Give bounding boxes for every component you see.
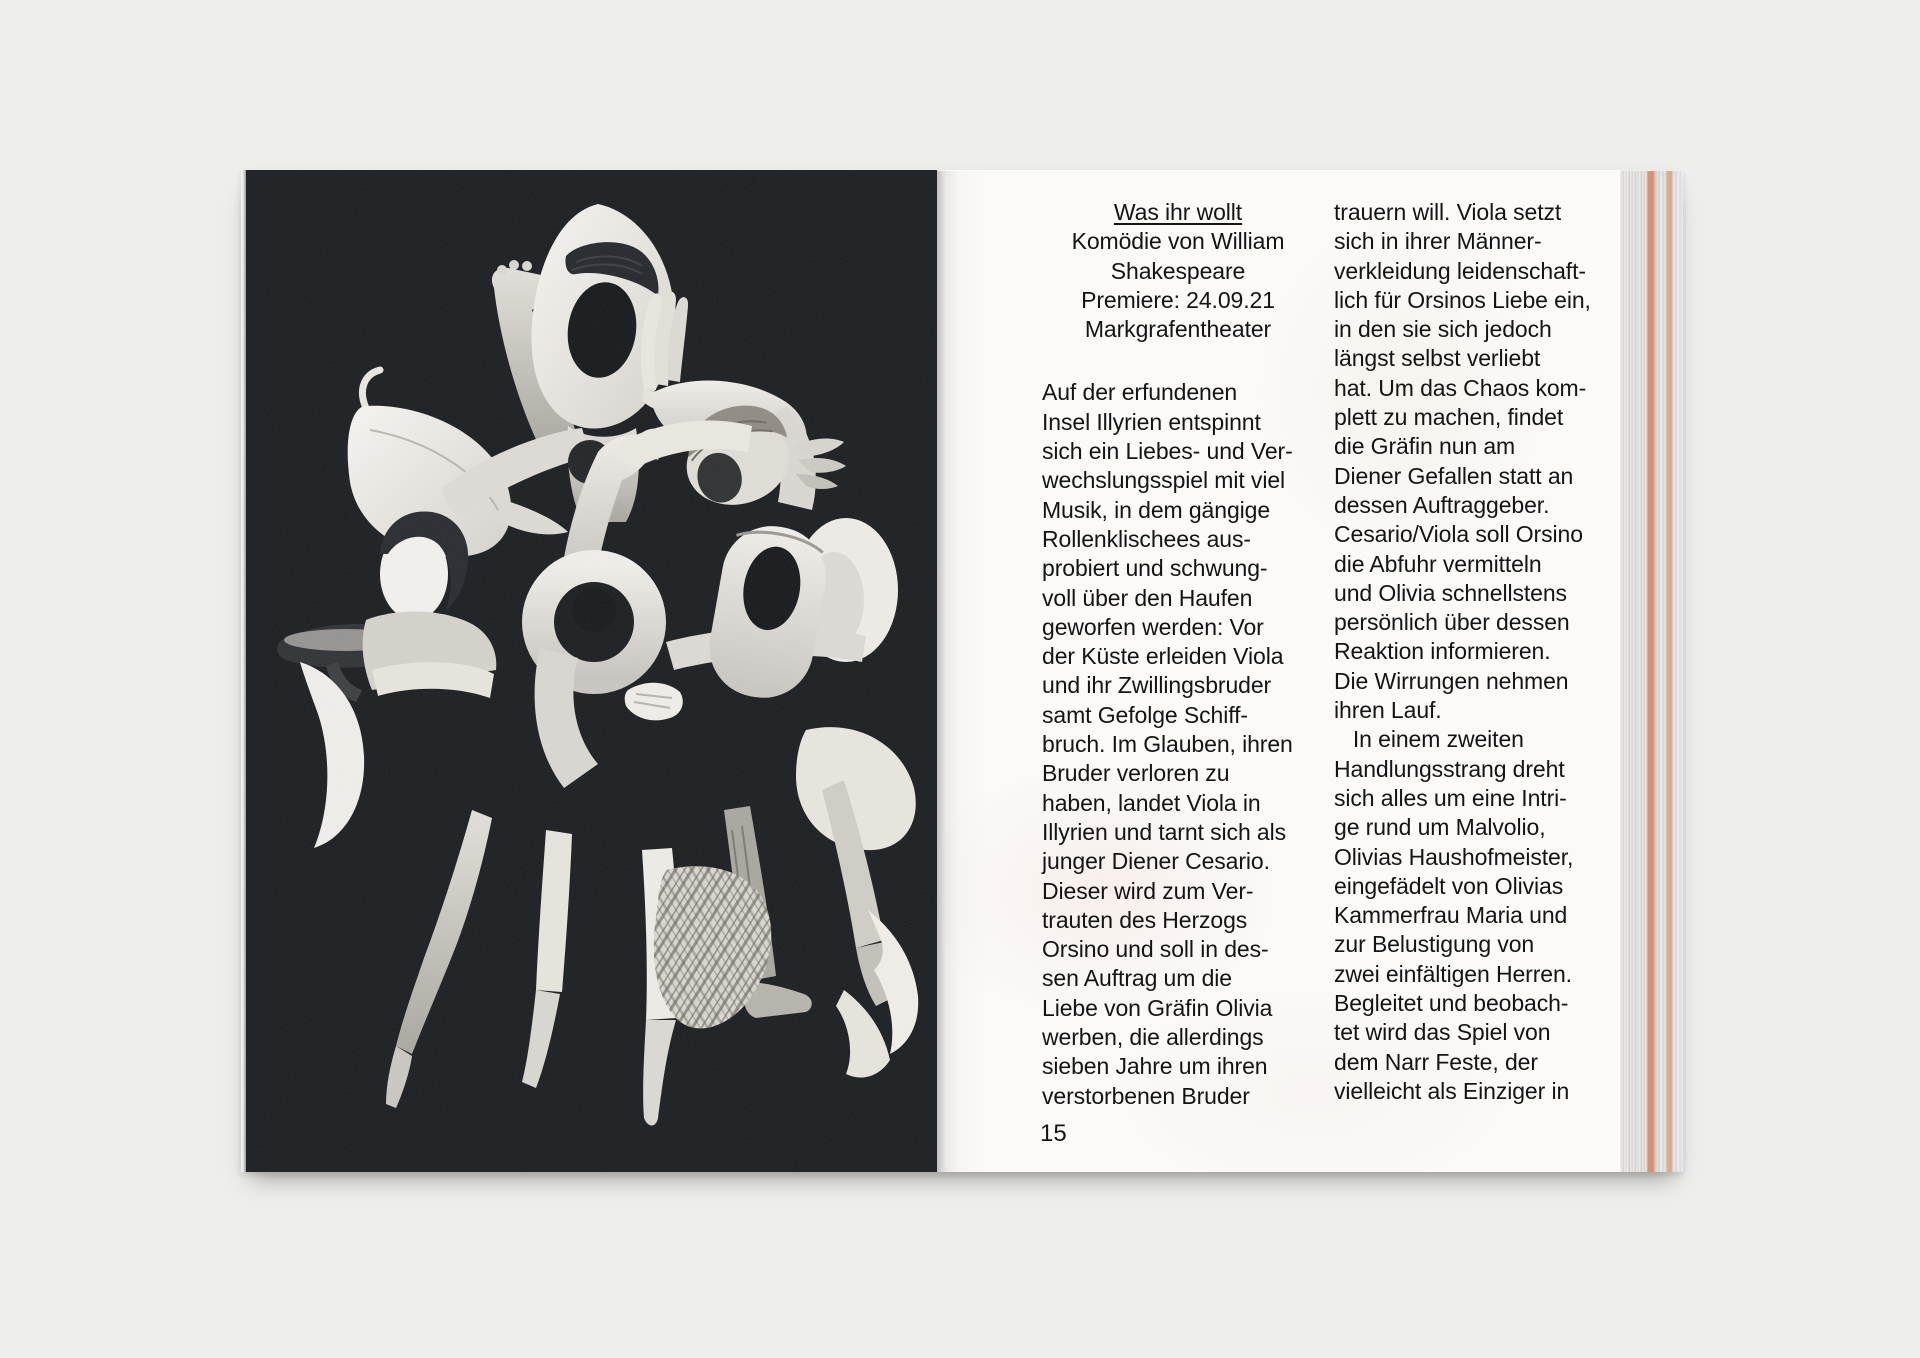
- text-line: trauten des Herzogs: [1042, 906, 1248, 933]
- text-line: Auf der erfundenen: [1042, 379, 1238, 406]
- text-line: haben, landet Viola in: [1042, 789, 1261, 816]
- text-line: Dieser wird zum Ver-: [1042, 877, 1254, 904]
- text-line: plett zu machen, findet: [1334, 404, 1564, 431]
- right-page: [937, 170, 1620, 1172]
- text-line: junger Diener Cesario.: [1042, 848, 1270, 875]
- film-grain-overlay: [246, 170, 937, 1172]
- page-number: 15: [1040, 1120, 1067, 1147]
- text-line: persönlich über dessen: [1334, 609, 1570, 636]
- text-line: sich ein Liebes- und Ver-: [1042, 438, 1293, 465]
- text-line: samt Gefolge Schiff-: [1042, 701, 1248, 728]
- text-line: tet wird das Spiel von: [1334, 1019, 1551, 1046]
- text-line: bruch. Im Glauben, ihren: [1042, 731, 1293, 758]
- text-line: Die Wirrungen nehmen: [1334, 667, 1569, 694]
- text-line: zur Belustigung von: [1334, 931, 1535, 958]
- text-line: längst selbst verliebt: [1334, 345, 1541, 372]
- text-line: In einem zweiten: [1334, 726, 1524, 753]
- text-line: hat. Um das Chaos kom-: [1334, 374, 1587, 401]
- text-line: Premiere: 24.09.21: [1081, 286, 1275, 313]
- text-line: Kammerfrau Maria und: [1334, 902, 1568, 929]
- text-line: dem Narr Feste, der: [1334, 1048, 1538, 1075]
- text-line: die Gräfin nun am: [1334, 433, 1516, 460]
- text-line: vielleicht als Einziger in: [1334, 1077, 1570, 1104]
- text-line: Komödie von William: [1071, 228, 1285, 255]
- article-body-column-1: [1042, 378, 1314, 1110]
- text-line: Cesario/Viola soll Orsino: [1334, 521, 1583, 548]
- article-subtitle: [1042, 227, 1314, 344]
- text-line: und ihr Zwillingsbruder: [1042, 672, 1272, 699]
- text-line: wechslungsspiel mit viel: [1042, 467, 1286, 494]
- text-line: sen Auftrag um die: [1042, 965, 1232, 992]
- text-line: verstorbenen Bruder: [1042, 1082, 1250, 1109]
- text-line: eingefädelt von Olivias: [1334, 872, 1564, 899]
- text-line: Rollenklischees aus-: [1042, 525, 1251, 552]
- text-line: voll über den Haufen: [1042, 584, 1253, 611]
- text-line: werben, die allerdings: [1042, 1024, 1264, 1051]
- text-line: die Abfuhr vermitteln: [1334, 550, 1542, 577]
- book-spread: [241, 170, 1683, 1172]
- left-page: [246, 170, 937, 1172]
- article-heading: [1042, 198, 1314, 344]
- text-line: ihren Lauf.: [1334, 697, 1442, 724]
- text-line: Liebe von Gräfin Olivia: [1042, 994, 1273, 1021]
- text-line: in den sie sich jedoch: [1334, 316, 1552, 343]
- text-line: Diener Gefallen statt an: [1334, 462, 1574, 489]
- text-line: zwei einfältigen Herren.: [1334, 960, 1572, 987]
- text-line: sich in ihrer Männer-: [1334, 228, 1542, 255]
- text-line: Illyrien und tarnt sich als: [1042, 818, 1287, 845]
- text-line: geworfen werden: Vor: [1042, 613, 1264, 640]
- text-line: probiert und schwung-: [1042, 555, 1268, 582]
- text-line: trauern will. Viola setzt: [1334, 199, 1562, 225]
- text-line: der Küste erleiden Viola: [1042, 643, 1284, 670]
- article-column-2: [1334, 198, 1610, 1106]
- text-line: ge rund um Malvolio,: [1334, 814, 1546, 841]
- text-line: Markgrafentheater: [1084, 316, 1272, 343]
- text-line: Musik, in dem gängige: [1042, 496, 1271, 523]
- text-line: Insel Illyrien entspinnt: [1042, 408, 1261, 435]
- article-title: Was ihr wollt: [1113, 199, 1243, 225]
- article-column-1: [1042, 198, 1314, 1111]
- text-line: Orsino und soll in des-: [1042, 936, 1269, 963]
- text-line: Shakespeare: [1110, 257, 1246, 284]
- text-line: Bruder verloren zu: [1042, 760, 1230, 787]
- text-line: Reaktion informieren.: [1334, 638, 1551, 665]
- text-line: Olivias Haushofmeister,: [1334, 843, 1574, 870]
- text-line: und Olivia schnellstens: [1334, 579, 1567, 606]
- book-fore-edge: [1620, 171, 1683, 1172]
- text-line: sieben Jahre um ihren: [1042, 1053, 1268, 1080]
- text-line: lich für Orsinos Liebe ein,: [1334, 286, 1591, 313]
- text-line: verkleidung leidenschaft-: [1334, 257, 1586, 284]
- collage-artwork: [246, 170, 937, 1172]
- text-line: Handlungsstrang dreht: [1334, 755, 1565, 782]
- text-line: sich alles um eine Intri-: [1334, 784, 1567, 811]
- text-line: dessen Auftraggeber.: [1334, 491, 1550, 518]
- text-line: Begleitet und beobach-: [1334, 990, 1569, 1017]
